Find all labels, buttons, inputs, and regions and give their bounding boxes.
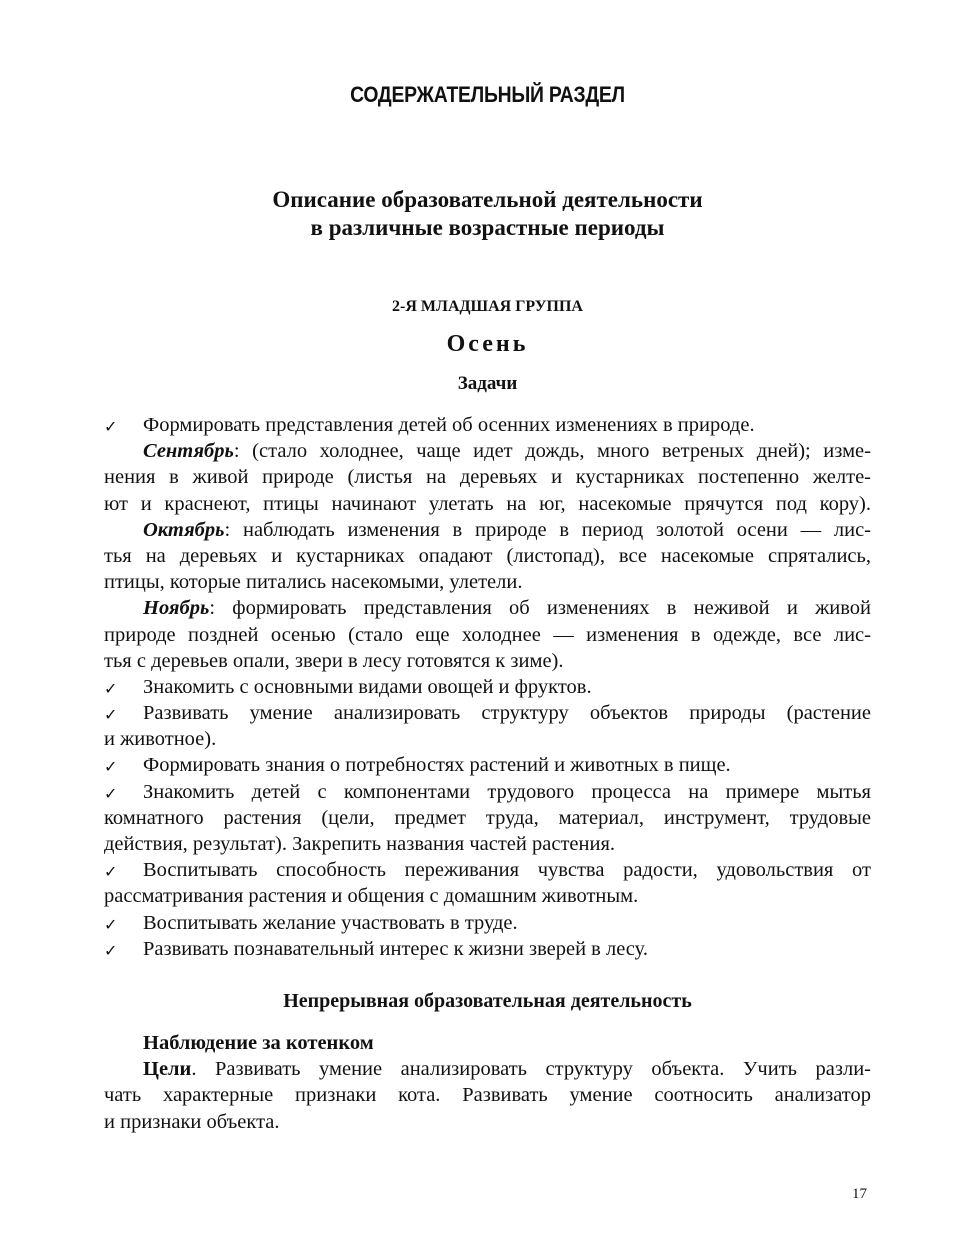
- season-title: Осень: [446, 331, 529, 357]
- text-line: и животное).: [104, 728, 217, 751]
- tasks-list: [104, 412, 871, 962]
- month-label: Октябрь: [143, 518, 225, 541]
- september-line: Сентябрь: (стало холоднее, чаще идет дождь, много ветреных дней); изме-: [143, 440, 871, 463]
- lesson-block: [104, 1030, 871, 1135]
- checkmark-icon: ✓: [104, 940, 118, 960]
- month-label: Ноябрь: [143, 597, 210, 620]
- text-line: комнатного растения (цели, предмет труда, материал, инструмент, трудовые: [104, 806, 871, 829]
- text-line: ют и краснеют, птицы начинают улетать на юг, насекомые прячутся под кору).: [104, 492, 871, 515]
- checkmark-icon: ✓: [104, 757, 118, 777]
- checkmark-icon: ✓: [104, 914, 118, 934]
- text-line: действия, результат). Закрепить названия частей растения.: [104, 833, 615, 855]
- checkmark-icon: ✓: [104, 417, 118, 436]
- task-item: ✓ Знакомить с основными видами овощей и фруктов.: [104, 674, 871, 700]
- text-line: чать характерные признаки кота. Развивать умение соотносить анализатор: [104, 1084, 871, 1107]
- task-item: ✓ Формировать представления детей об осенних изменениях в природе.: [104, 412, 871, 438]
- text-line: рассматривания растения и общения с домашним животным.: [104, 885, 639, 908]
- checkmark-icon: ✓: [104, 678, 118, 698]
- lesson-goals: Цели. Развивать умение анализировать структуру объекта. Учить разли-: [143, 1058, 871, 1081]
- checkmark-icon: ✓: [104, 862, 118, 882]
- section-title: СОДЕРЖАТЕЛЬНЫЙ РАЗДЕЛ: [350, 82, 625, 107]
- goals-label: Цели: [143, 1058, 192, 1081]
- text-line: нения в живой природе (листья на деревьях и кустарниках постепенно желте-: [104, 466, 871, 489]
- text-line: птицы, которые питались насекомыми, улетели.: [104, 571, 523, 594]
- month-label: Сентябрь: [143, 440, 234, 463]
- text-line: природе поздней осенью (стало еще холоднее — изменения в одежде, все лис-: [104, 623, 871, 646]
- chapter-title-line2: в различные возрастные периоды: [310, 215, 665, 240]
- page-number: 17: [852, 1186, 867, 1202]
- task-item: ✓ Знакомить детей с компонентами трудового процесса на примере мытья: [104, 779, 871, 805]
- task-item: ✓ Воспитывать способность переживания чувства радости, удовольствия от: [104, 857, 871, 883]
- chapter-title: [0, 186, 975, 242]
- lesson-title: Наблюдение за котенком: [143, 1032, 374, 1054]
- text-line: тья на деревьях и кустарниках опадают (листопад), все насекомые спрятались,: [104, 544, 871, 567]
- checkmark-icon: ✓: [104, 783, 118, 803]
- text-line: и признаки объекта.: [104, 1110, 280, 1133]
- ned-heading: Непрерывная образовательная деятельность: [283, 990, 692, 1012]
- group-title: 2-Я МЛАДШАЯ ГРУППА: [392, 298, 583, 315]
- october-line: Октябрь: наблюдать изменения в природе в период золотой осени — лис-: [143, 518, 871, 541]
- chapter-title-line1: Описание образовательной деятельности: [272, 187, 703, 212]
- task-item: ✓ Формировать знания о потребностях растений и животных в пище.: [104, 752, 871, 778]
- text-line: тья с деревьев опали, звери в лесу готовятся к зиме).: [104, 649, 564, 672]
- task-item: ✓ Воспитывать желание участвовать в труде.: [104, 910, 871, 936]
- task-item: ✓ Развивать умение анализировать структуру объектов природы (растение: [104, 700, 871, 726]
- checkmark-icon: ✓: [104, 705, 118, 725]
- november-line: Ноябрь: формировать представления об изменениях в неживой и живой: [143, 597, 871, 620]
- tasks-heading: Задачи: [457, 373, 518, 394]
- task-item: ✓ Развивать познавательный интерес к жизни зверей в лесу.: [104, 936, 871, 962]
